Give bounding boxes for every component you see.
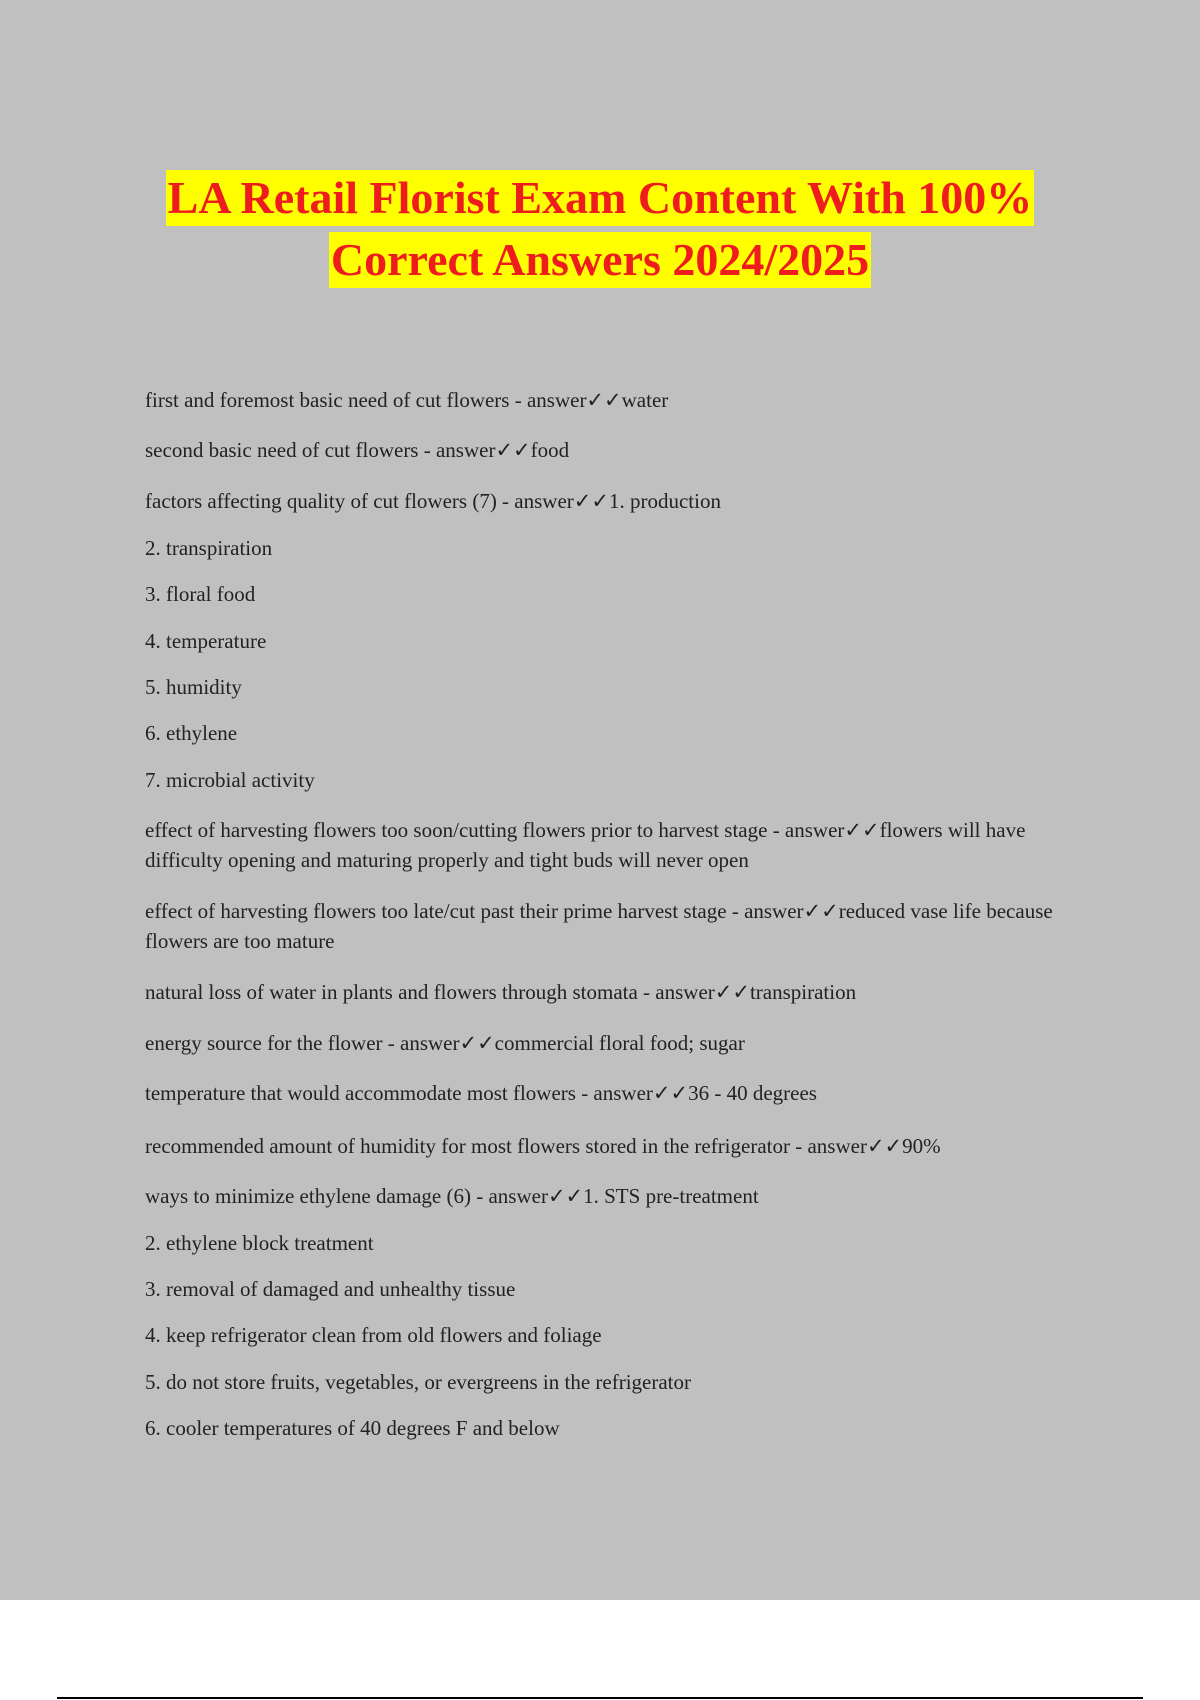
qa-line: 6. ethylene: [145, 721, 238, 745]
bottom-rule: [57, 1697, 1143, 1699]
qa-line: temperature that would accommodate most flowers - answer✓✓36 - 40 degrees: [145, 1081, 817, 1105]
qa-line: 4. keep refrigerator clean from old flowers and foliage: [145, 1323, 602, 1347]
qa-line: 3. floral food: [145, 582, 256, 606]
qa-line: effect of harvesting flowers too late/cut past their prime harvest stage - answer✓✓reduced vase life because flowers are too mature: [145, 899, 1053, 953]
qa-line: 3. removal of damaged and unhealthy tissue: [145, 1277, 516, 1301]
qa-line: 4. temperature: [145, 629, 267, 653]
qa-line: 2. ethylene block treatment: [145, 1231, 374, 1255]
qa-line: 7. microbial activity: [145, 768, 315, 792]
qa-line: 5. do not store fruits, vegetables, or evergreens in the refrigerator: [145, 1370, 691, 1394]
title-line-1: LA Retail Florist Exam Content With 100%: [166, 170, 1035, 226]
document-title: [0, 168, 1200, 292]
qa-line: 5. humidity: [145, 675, 242, 699]
qa-line: natural loss of water in plants and flowers through stomata - answer✓✓transpiration: [145, 980, 857, 1004]
qa-line: energy source for the flower - answer✓✓commercial floral food; sugar: [145, 1031, 745, 1055]
qa-line: 6. cooler temperatures of 40 degrees F and below: [145, 1416, 560, 1440]
qa-line: ways to minimize ethylene damage (6) - answer✓✓1. STS pre-treatment: [145, 1184, 759, 1208]
qa-line: 2. transpiration: [145, 536, 273, 560]
title-line-2: Correct Answers 2024/2025: [329, 232, 871, 288]
qa-line: recommended amount of humidity for most flowers stored in the refrigerator - answer✓✓90%: [145, 1134, 941, 1158]
qa-line: first and foremost basic need of cut flowers - answer✓✓water: [145, 388, 669, 412]
qa-line: factors affecting quality of cut flowers (7) - answer✓✓1. production: [145, 489, 721, 513]
qa-line: second basic need of cut flowers - answer✓✓food: [145, 438, 570, 462]
qa-line: effect of harvesting flowers too soon/cutting flowers prior to harvest stage - answer✓✓flowers will have difficulty opening and maturing properly and tight buds will never open: [145, 818, 1026, 872]
